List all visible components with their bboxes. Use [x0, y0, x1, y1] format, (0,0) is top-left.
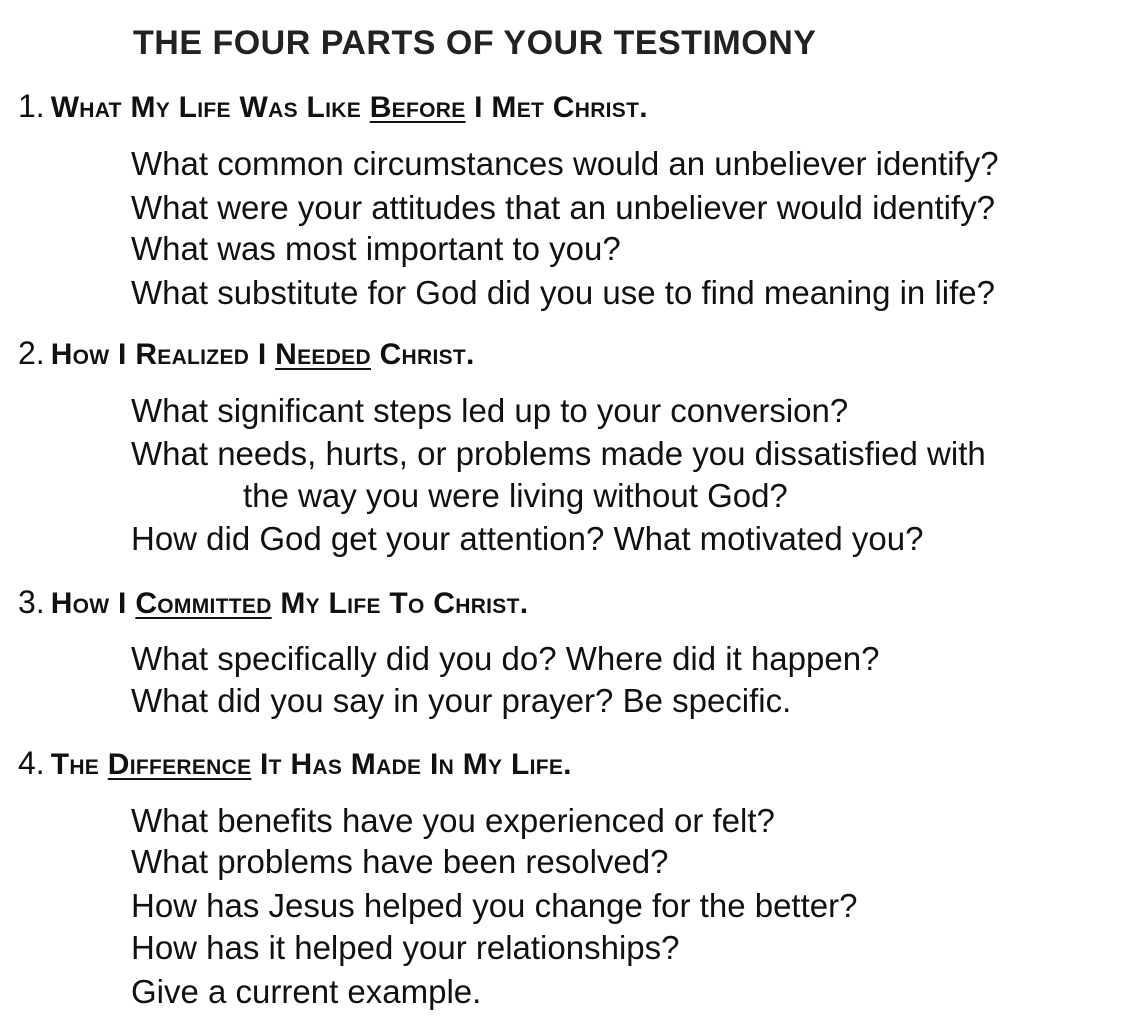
question-line-continuation: the way you were living without God? — [243, 477, 788, 514]
section-4-heading — [18, 745, 572, 782]
section-number: 4. — [18, 745, 45, 781]
question-line: How has Jesus helped you change for the better? — [131, 887, 858, 924]
section-2-heading — [18, 335, 475, 372]
emphasis-word: Difference — [107, 748, 252, 781]
question-line: What substitute for God did you use to find meaning in life? — [131, 274, 995, 311]
section-title: What My Life Was Like Before I Met Christ. — [50, 91, 648, 124]
emphasis-word: Needed — [275, 338, 371, 371]
question-line: What benefits have you experienced or felt? — [131, 802, 775, 839]
emphasis-word: Committed — [135, 587, 272, 620]
question-line: How did God get your attention? What motivated you? — [131, 520, 924, 557]
question-line: Give a current example. — [131, 973, 482, 1010]
question-line: What did you say in your prayer? Be specific. — [131, 682, 792, 719]
page-title: THE FOUR PARTS OF YOUR TESTIMONY — [133, 24, 817, 62]
question-line: How has it helped your relationships? — [131, 929, 680, 966]
section-number: 2. — [18, 335, 45, 371]
section-3-heading — [18, 584, 528, 621]
section-number: 1. — [18, 88, 45, 124]
question-line: What common circumstances would an unbeliever identify? — [131, 145, 999, 182]
question-line: What problems have been resolved? — [131, 843, 669, 880]
section-1-heading — [18, 88, 648, 125]
section-title: How I Committed My Life To Christ. — [50, 587, 529, 620]
emphasis-word: Before — [369, 91, 466, 124]
question-line: What specifically did you do? Where did it happen? — [131, 640, 880, 677]
section-title: How I Realized I Needed Christ. — [50, 338, 475, 371]
question-line: What needs, hurts, or problems made you dissatisfied with — [131, 435, 986, 472]
question-line: What was most important to you? — [131, 230, 621, 267]
section-number: 3. — [18, 584, 45, 620]
section-title: The Difference It Has Made In My Life. — [50, 748, 572, 781]
question-line: What were your attitudes that an unbeliever would identify? — [131, 189, 995, 226]
question-line: What significant steps led up to your conversion? — [131, 392, 849, 429]
